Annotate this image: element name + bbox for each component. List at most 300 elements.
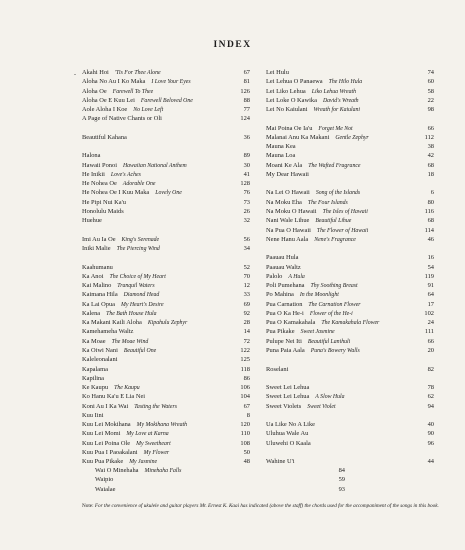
- index-entry: [266, 346, 434, 355]
- song-title: Mauna Loa: [266, 152, 296, 160]
- song-translation: My Flower: [143, 449, 170, 456]
- song-translation: The Wafted Fragrance: [308, 162, 361, 169]
- song-title: Sweet Lei Lehua: [266, 384, 310, 392]
- song-title: He Nohea Oe: [82, 180, 117, 188]
- page-number: 62: [427, 393, 434, 401]
- song-translation: Forget Me Not: [318, 125, 353, 132]
- index-entry: [266, 309, 434, 318]
- page-number: 69: [243, 300, 250, 308]
- page-number: 20: [427, 346, 434, 354]
- song-title: Mai Poina Oe Ia'u: [266, 124, 313, 132]
- song-title: A Page of Native Chants or Oli: [82, 115, 162, 123]
- song-title: Honolulu Maids: [82, 207, 124, 215]
- song-translation: The Four Islands: [307, 199, 348, 206]
- index-entry: [82, 96, 250, 105]
- song-title: Lei Loke O Kawika: [266, 96, 317, 104]
- index-entry: [82, 77, 250, 86]
- page-number: 96: [427, 439, 434, 447]
- page-number: 106: [240, 384, 250, 392]
- index-entry: [82, 374, 250, 383]
- page-number: 17: [427, 300, 434, 308]
- song-title: Pua O Ka He-i: [266, 309, 304, 317]
- index-entry: [266, 253, 434, 262]
- index-entry: [266, 96, 434, 105]
- song-title: Hawaii Ponoi: [82, 161, 117, 169]
- page-number: 66: [427, 124, 434, 132]
- song-translation: Wreath for Kaiulani: [313, 107, 361, 114]
- page-number: 18: [427, 170, 434, 178]
- page-number: 128: [240, 180, 250, 188]
- index-entry: [82, 114, 250, 123]
- song-title: Wahine U'i: [266, 458, 295, 466]
- page-number: 104: [240, 393, 250, 401]
- song-title: Lei Lehua O Panaewa: [266, 78, 323, 86]
- song-title: Sweet Lei Lehua: [266, 393, 310, 401]
- song-title: Ua Like No A Like: [266, 421, 315, 429]
- song-translation: The Hilo Hula: [328, 79, 363, 86]
- page-number: 114: [424, 226, 434, 234]
- page-number: 6: [430, 189, 434, 197]
- page-number: 8: [246, 411, 250, 419]
- song-title: Pulupe Nei Iti: [266, 337, 302, 345]
- song-translation: Hawaiian National Anthem: [122, 162, 187, 169]
- page-number: 48: [243, 458, 250, 466]
- index-entry: [82, 448, 250, 457]
- index-left-column: [82, 68, 250, 466]
- song-title: Aole Aloha I Koe: [82, 106, 128, 114]
- page-number: 24: [427, 319, 434, 327]
- song-title: Pua O Kamakahala: [266, 319, 316, 327]
- song-title: Kuu Lei Momi: [82, 430, 121, 438]
- song-title: Ka Makani Kaili Aloha: [82, 319, 142, 327]
- index-spacer: [82, 253, 250, 262]
- song-title: Sweet Violets: [266, 402, 302, 410]
- page-number: 67: [243, 402, 250, 410]
- page-number: 110: [240, 430, 250, 438]
- index-entry: [82, 300, 250, 309]
- index-entry: [82, 355, 250, 364]
- index-entry: [266, 207, 434, 216]
- index-entry: [266, 281, 434, 290]
- song-title: Kalena: [82, 309, 101, 317]
- index-entry: [95, 466, 345, 475]
- index-entry: [82, 337, 250, 346]
- index-entry: [82, 429, 250, 438]
- page-number: 108: [240, 439, 250, 447]
- song-title: Na Pua O Hawaii: [266, 226, 311, 234]
- index-entry: [82, 392, 250, 401]
- index-entry: [82, 188, 250, 197]
- song-translation: In the Moonlight: [299, 292, 339, 299]
- song-title: Paauau Hula: [266, 254, 299, 262]
- page-number: 77: [243, 106, 250, 114]
- page-number: 81: [243, 78, 250, 86]
- song-translation: I Love Your Eyes: [151, 79, 191, 86]
- song-title: Roselani: [266, 365, 289, 373]
- song-translation: Kipahulu Zephyr: [147, 320, 188, 327]
- page-number: 50: [243, 448, 250, 456]
- page-number: 16: [427, 254, 434, 262]
- song-title: Kuu Iini: [82, 411, 104, 419]
- song-title: Na Moku O Hawaii: [266, 207, 317, 215]
- song-translation: The Flower of Hawaii: [316, 227, 369, 234]
- song-translation: My Heart's Desire: [121, 301, 164, 308]
- index-entry: [82, 170, 250, 179]
- index-entry: [266, 216, 434, 225]
- song-translation: Tranquil Waters: [117, 283, 155, 290]
- song-translation: Thy Soothing Breast: [310, 283, 358, 290]
- index-entry: [82, 263, 250, 272]
- song-title: Kaleleonalani: [82, 356, 118, 364]
- index-entry: [95, 485, 345, 494]
- song-title: Akahi Hoi: [82, 69, 109, 76]
- index-entry: [266, 290, 434, 299]
- page-number: 78: [427, 384, 434, 392]
- index-entry: [266, 161, 434, 170]
- page-number: 86: [243, 374, 250, 382]
- index-entry: [266, 337, 434, 346]
- song-title: Kuu Pua I Paoakalani: [82, 448, 138, 456]
- page-number: 68: [427, 161, 434, 169]
- song-translation: The Kamakahala Flower: [321, 320, 380, 327]
- song-translation: The Piercing Wind: [116, 246, 160, 253]
- song-translation: Lovely One: [155, 190, 182, 197]
- song-translation: Gentle Zephyr: [335, 134, 369, 141]
- song-title: Kaahumanu: [82, 263, 113, 271]
- page-number: 88: [243, 96, 250, 104]
- page-number: 41: [243, 170, 250, 178]
- song-title: Aloha Oe E Kuu Lei: [82, 96, 135, 104]
- page-number: 64: [427, 291, 434, 299]
- song-title: Aloha No Au I Ko Maka: [82, 78, 146, 86]
- index-entry: [82, 244, 250, 253]
- song-translation: 'Tis For Thee Alone: [114, 70, 161, 76]
- page-title: INDEX: [213, 40, 252, 50]
- page-number: 73: [243, 198, 250, 206]
- page-number: 58: [427, 87, 434, 95]
- song-translation: The Moae Wind: [111, 338, 149, 345]
- footnote: [82, 502, 442, 510]
- song-title: Lei No Kaiulani: [266, 106, 308, 114]
- index-entry: [266, 105, 434, 114]
- index-entry: [266, 420, 434, 429]
- page-number: 125: [240, 356, 250, 364]
- index-entry: [82, 198, 250, 207]
- song-translation: Minehaha Falls: [144, 468, 182, 474]
- index-spacer: [266, 374, 434, 383]
- song-translation: The Bath House Hula: [106, 310, 157, 317]
- page-number: 124: [240, 115, 250, 123]
- page-number: 26: [243, 207, 250, 215]
- page-number: 116: [424, 207, 434, 215]
- song-translation: Sweet Jasmine: [300, 329, 335, 336]
- song-translation: A Slow Hula: [315, 394, 345, 401]
- index-entry: [266, 272, 434, 281]
- index-entry: [266, 439, 434, 448]
- song-title: Nene Hanu Aala: [266, 235, 309, 243]
- song-translation: Diamond Head: [123, 292, 160, 299]
- song-translation: The Isles of Hawaii: [322, 208, 368, 215]
- index-entry: [82, 179, 250, 188]
- page-number: 90: [427, 430, 434, 438]
- index-entry: [82, 383, 250, 392]
- index-tail-rows: [95, 466, 345, 494]
- page-number: 72: [243, 337, 250, 345]
- song-title: Lei Hulu: [266, 69, 289, 76]
- song-translation: The Kaupu: [114, 385, 140, 392]
- page-number: 42: [427, 152, 434, 160]
- song-title: Ka Oiwi Nani: [82, 346, 118, 354]
- song-translation: Song of the Islands: [315, 190, 361, 197]
- page-number: 70: [243, 272, 250, 280]
- index-entry: [266, 327, 434, 336]
- page-number: 102: [424, 309, 434, 317]
- page-number: 46: [427, 235, 434, 243]
- song-title: Iniki Malie: [82, 245, 111, 253]
- index-entry: [82, 68, 250, 77]
- index-entry: [82, 87, 250, 96]
- song-title: Lei Liko Lehua: [266, 87, 306, 95]
- page-number: 66: [427, 337, 434, 345]
- page-number: 14: [243, 328, 250, 336]
- page-number: 59: [338, 476, 345, 484]
- page-number: 112: [424, 133, 434, 141]
- song-title: Ko Hanu Ka'u E Lia Nei: [82, 393, 146, 401]
- song-title: Aloha Oe: [82, 87, 107, 95]
- page-number: 84: [338, 467, 345, 474]
- page-number: 94: [427, 402, 434, 410]
- index-entry: [82, 309, 250, 318]
- song-title: Poli Pumehana: [266, 282, 305, 290]
- page-number: 74: [427, 69, 434, 76]
- song-title: Kai Malino: [82, 282, 112, 290]
- song-translation: My Mokihana Wreath: [136, 422, 187, 429]
- index-entry: [82, 327, 250, 336]
- song-translation: Love's Aches: [110, 171, 141, 178]
- song-title: Malanai Anu Ka Makani: [266, 133, 330, 141]
- page-number: 111: [424, 328, 434, 336]
- song-translation: Beautiful Lanihuli: [307, 338, 351, 345]
- song-title: Beautiful Kahana: [82, 133, 127, 141]
- song-title: Kuu Lei Poina Ole: [82, 439, 131, 447]
- page-number: 76: [243, 189, 250, 197]
- page-number: 67: [243, 69, 250, 76]
- song-translation: Flower of the He-i: [309, 310, 353, 317]
- index-entry: [82, 235, 250, 244]
- song-title: Pua Pikake: [266, 328, 295, 336]
- index-entry: [266, 170, 434, 179]
- song-translation: Nene's Fragrance: [314, 236, 356, 243]
- song-title: Kamehameha Waltz: [82, 328, 134, 336]
- page-number: 120: [240, 421, 250, 429]
- index-entry: [266, 318, 434, 327]
- song-title: Uluhua Wale Au: [266, 430, 309, 438]
- song-title: Kapalama: [82, 365, 108, 373]
- page-number: 36: [243, 133, 250, 141]
- index-entry: [266, 263, 434, 272]
- footnote-text: For the convenience of ukulele and guitar players Mr. Ernest K. Kaai has indicated (above the staff) the chords used for the accompaniment of the songs in this book.: [94, 503, 439, 509]
- song-title: Moani Ke Ala: [266, 161, 303, 169]
- index-entry: [82, 151, 250, 160]
- page-number: 30: [243, 161, 250, 169]
- footnote-lead: Note:: [82, 503, 94, 509]
- song-title: Palolo: [266, 272, 283, 280]
- song-title: Waialae: [95, 485, 116, 493]
- song-translation: Beautiful One: [123, 347, 157, 354]
- song-translation: Puna's Bowery Walls: [310, 347, 360, 354]
- index-entry: [82, 318, 250, 327]
- index-entry: [266, 226, 434, 235]
- index-spacer: [82, 226, 250, 235]
- index-entry: [266, 87, 434, 96]
- page-number: 122: [240, 346, 250, 354]
- page-number: 80: [427, 198, 434, 206]
- index-entry: [266, 133, 434, 142]
- page-number: 93: [338, 485, 345, 493]
- song-title: Ka Anoi: [82, 272, 104, 280]
- index-entry: [266, 142, 434, 151]
- song-title: Pua Carnation: [266, 300, 303, 308]
- index-spacer: [266, 355, 434, 364]
- song-title: Mauna Kea: [266, 143, 296, 151]
- song-title: Kuu Lei Mokihana: [82, 421, 131, 429]
- index-entry: [266, 68, 434, 77]
- song-translation: David's Wreath: [322, 97, 359, 104]
- index-entry: [82, 133, 250, 142]
- index-entry: [266, 198, 434, 207]
- index-entry: [82, 161, 250, 170]
- leading-dash: -: [74, 72, 76, 78]
- song-translation: No Love Left: [133, 107, 164, 114]
- song-title: Puna Paia Aala: [266, 346, 305, 354]
- index-entry: [266, 188, 434, 197]
- index-entry: [266, 365, 434, 374]
- song-translation: The Carnation Flower: [308, 301, 361, 308]
- index-entry: [82, 439, 250, 448]
- index-spacer: [82, 142, 250, 151]
- index-entry: [266, 429, 434, 438]
- song-translation: Sweet Violet: [307, 403, 336, 410]
- song-title: Huehue: [82, 217, 102, 225]
- song-title: Po Mahina: [266, 291, 294, 299]
- song-translation: King's Serenade: [121, 236, 160, 243]
- page-number: 28: [243, 319, 250, 327]
- page-number: 44: [427, 458, 434, 466]
- song-translation: The Choice of My Heart: [109, 273, 166, 280]
- page-number: 34: [243, 245, 250, 253]
- song-translation: Farewell Beloved One: [140, 97, 193, 104]
- song-title: He Inikii: [82, 170, 105, 178]
- song-title: Halona: [82, 152, 101, 160]
- page-number: 38: [427, 143, 434, 151]
- song-title: Koni Au I Ka Wai: [82, 402, 129, 410]
- song-title: Paauau Waltz: [266, 263, 301, 271]
- page-number: 119: [424, 272, 434, 280]
- page-number: 60: [427, 78, 434, 86]
- index-entry: [82, 207, 250, 216]
- song-title: Ke Kaupu: [82, 384, 109, 392]
- index-entry: [82, 272, 250, 281]
- page-number: 40: [427, 421, 434, 429]
- index-entry: [82, 216, 250, 225]
- index-entry: [266, 300, 434, 309]
- index-entry: [82, 290, 250, 299]
- index-spacer: [266, 244, 434, 253]
- page-number: 92: [243, 309, 250, 317]
- page-number: 22: [427, 96, 434, 104]
- index-entry: [82, 411, 250, 420]
- song-title: Ka Moae: [82, 337, 106, 345]
- index-entry: [266, 235, 434, 244]
- page-number: 118: [240, 365, 250, 373]
- page-number: 126: [240, 87, 250, 95]
- song-translation: Beautiful Lihue: [315, 218, 352, 225]
- index-spacer: [266, 448, 434, 457]
- song-translation: My Sweetheart: [136, 440, 171, 447]
- song-translation: My Love at Karna: [126, 431, 169, 438]
- index-entry: [266, 124, 434, 133]
- index-spacer: [266, 114, 434, 123]
- song-title: Na Moku Eha: [266, 198, 302, 206]
- song-title: Uluwehi O Kaala: [266, 439, 311, 447]
- song-title: Imi Au Ia Oe: [82, 235, 116, 243]
- song-translation: My Jasmine: [129, 459, 158, 466]
- index-entry: [82, 402, 250, 411]
- index-spacer: [266, 411, 434, 420]
- index-entry: [266, 392, 434, 401]
- index-spacer: [82, 124, 250, 133]
- index-spacer: [266, 179, 434, 188]
- song-title: He Pipi Nui Ka'u: [82, 198, 126, 206]
- page-number: 52: [243, 263, 250, 271]
- index-right-column: [266, 68, 434, 466]
- index-entry: [266, 151, 434, 160]
- index-entry: [266, 383, 434, 392]
- song-title: Waipio: [95, 476, 114, 484]
- song-title: Nani Wale Lihue: [266, 217, 310, 225]
- page-number: 98: [427, 106, 434, 114]
- index-entry: [82, 365, 250, 374]
- index-entry: [82, 346, 250, 355]
- index-entry: [266, 77, 434, 86]
- song-translation: Adorable One: [122, 181, 156, 188]
- song-title: Kaimana Hila: [82, 291, 118, 299]
- page-number: 82: [427, 365, 434, 373]
- song-title: Na Lei O Hawaii: [266, 189, 310, 197]
- page-number: 68: [427, 217, 434, 225]
- song-title: Wai O Minehaha: [95, 467, 139, 474]
- index-entry: [95, 475, 345, 484]
- song-translation: Liko Lehua Wreath: [311, 88, 356, 95]
- song-title: He Nohea Oe I Kuu Maka: [82, 189, 150, 197]
- song-translation: Tasting the Waters: [134, 403, 177, 410]
- page-number: 91: [427, 282, 434, 290]
- index-entry: [266, 402, 434, 411]
- page-number: 12: [243, 282, 250, 290]
- song-title: Kapilina: [82, 374, 105, 382]
- song-title: Kuu Pua Pikake: [82, 458, 124, 466]
- page-number: 56: [243, 235, 250, 243]
- song-translation: Farewell To Thee: [112, 88, 154, 95]
- song-title: Ka Lai Opua: [82, 300, 116, 308]
- song-title: My Dear Hawaii: [266, 170, 309, 178]
- index-entry: [82, 105, 250, 114]
- page-number: 33: [243, 291, 250, 299]
- page-number: 89: [243, 152, 250, 160]
- index-entry: [82, 281, 250, 290]
- page-number: 32: [243, 217, 250, 225]
- song-translation: A Hula: [288, 273, 305, 280]
